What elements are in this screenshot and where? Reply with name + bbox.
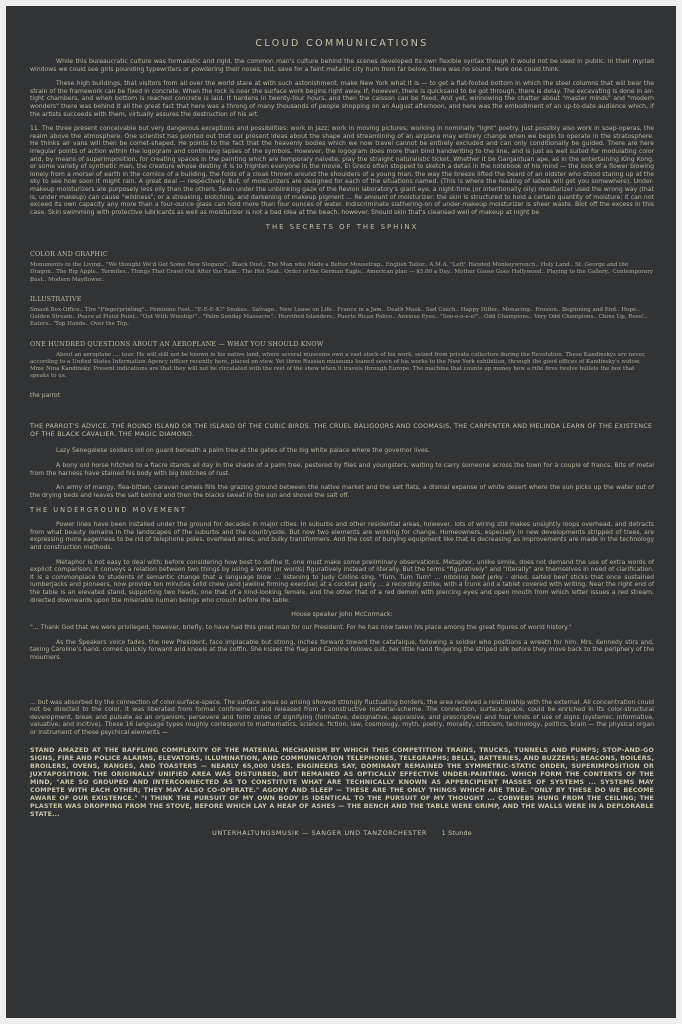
- parrot-paragraph-camels: An army of mangy, flea-bitten, caravan camels fills the grazing ground between the native market and the salt flats, a dismal expanse of white desert where the sun picks up the water out of the drying beds and leaves the salt behind and then the blacks sweat in the sun and shovel the salt off.: [30, 484, 654, 499]
- parrot-paragraph-soldiers: Lazy Senegalese soldiers loll on guard beneath a palm tree at the gates of the big white palace where the governor lives.: [56, 447, 430, 455]
- aeroplane-heading: ONE HUNDRED QUESTIONS ABOUT AN AEROPLANE — WHAT YOU SHOULD KNOW: [30, 340, 324, 348]
- color-graphic-list: Monuments to the Living.. "We thought We'd Get Some New Slogans".. Black Dust.. The Man who Made a Better Mousetrap.. English Tailor.. A.M.A. "Left" Handed Monkeywrench.. Holy Land.. St. George and the Dragon.. The Big Apple.. Termites.. Things That Crawl Out After the Rain.. The Hot Seat.. Order of the German Eagle.. American plan — $5.00 a Day.. Mother Goose Goes Hollywood.. Playing to the Gallery.. Contemporary Bust.. Modern Mayflower..: [30, 262, 653, 283]
- footer-label: UNTERHALTUNGSMUSIK — SANGER UND TANZORCHESTER: [212, 829, 427, 838]
- paragraph-bureaucratic: While this bureaucratic culture was formalistic and rigid, the common man's culture behind the scenes developed its own flexible syntax though it would not be used in public. In their myriad windows we could see girls pounding typewriters or powdering their noses; but, save for a faint metallic city hum from far below, there was no sound. Here one could think.: [30, 58, 654, 73]
- spacer: [30, 669, 654, 699]
- mourning-paragraph: As the Speakers voice fades, the new President, face implacable but strong, inches forward toward the catafalque, following a soldier who positions a wreath for him. Mrs. Kennedy stirs and, taking Caroline's hand, comes quickly forward and kneels at the coffin. She kisses the flag and Caroline follows suit, her little hand fingering the striped silk before they move back to the periphery of the mourners.: [30, 638, 654, 661]
- paragraph-buildings: These high buildings, that visitors from all over the world stare at with such astonishment, make New York what it is — to get a flat-footed bottom in which the steel columns that will bear the strain of the framework can be fixed in concrete. When the rock is near the surface work begins right away. If, however, there is quicksand to be got through, there is delay. The excavating is done in air-tight chambers, and when bottom is reached concrete is laid. It hardens in twenty-four hours, and then the caisson can be fixed. And yet, winnowing the chatter about "master minds" and "modern wonders" there was behind it all the great fact that here was a throng of many thousands of people shopping on an August afternoon, and here was the embodiment of an up-to-date audience which, if the artists succeeds with them, virtually assures the destruction of his art.: [30, 80, 654, 118]
- bold-paragraph: STAND AMAZED AT THE BAFFLING COMPLEXITY OF THE MATERIAL MECHANISM BY WHICH THIS COMPETITION TRAINS, TRUCKS, TUNNELS AND PUMPS; STOP-AND-GO SIGNS, FIRE AND POLICE ALARMS, ELEVATORS, ILLUMINATION, AND COMMUNICATION TELEPHONES, TELEGRAPHS; BELLS, BATTERIES, AND BUZZERS; BEACONS, BOILERS, BROILERS, OVENS, RANGES, AND TOASTERS — NEARLY 65,000 USES. ENGINEERS SAY, DOMINANT REMAINED THE SYMMETRIC-STATIC ORDER, SUPERIMPOSITION OR JUXTAPOSITION. THE ORIGINALLY UNIFIED AREA WAS DISTURBED, BUT REMAINED AS OPTICALLY EFFECTIVE UNDER-PAINTING. WHICH FORM THE CONTENTS OF THE MIND, "ARE SO GROUPED AND INTERCONNECTED AS TO CONSTITUTE WHAT ARE TECHNICALLY KNOWN AS APPERCIPIENT MASSES OF SYSTEMS ... SYSTEMS MAY COMPETE WITH EACH OTHER; THEY MAY ALSO CO-OPERATE." AGONY AND SLEEP — THESE ARE THE ONLY THINGS WHICH ARE TRUE. "ONLY BY THESE DO WE BECOME AWARE OF OUR EXISTENCE." "I THINK THE PURSUIT OF MY OWN BODY IS IDENTICAL TO THE PURSUIT OF MY THOUGHT ... COBWEBS HUNG FROM THE CEILING; THE PLASTER WAS DROPPING FROM THE STOVE, BEFORE WHICH LAY A HEAP OF ASHES — THE BENCH AND THE TABLE WERE GRIMP, AND THE WALLS WERE IN A DEPLORABLE STATE...: [30, 746, 654, 819]
- parrot-heading: THE PARROT'S ADVICE, THE ROUND ISLAND OR THE ISLAND OF THE CUBIC BIRDS. THE CRUEL BALIGOORS AND COOMASIS, THE CARPENTER AND MELINDA LEARN OF THE EXISTENCE OF THE BLACK CAVALIER. THE MAGIC DIAMOND.: [30, 423, 653, 439]
- page-title: CLOUD COMMUNICATIONS: [255, 38, 429, 49]
- underground-paragraph-power: Power lines have been installed under the ground for decades in major cities. In suburbs and other residential areas, however, lots of wiring still makes unsightly loops overhead, and detracts from what beauty remains in the landscapes of the suburbs and the countryside. But now two elements are working for change. Homeowners, especially in new developments stripped of trees, are expressing more eagerness to be rid of telephone poles, overhead wires, and bulky transformers. And the cost of burying equipment like that is decreasing as improvements are made in the technology and construction methods.: [30, 521, 654, 552]
- underground-heading: THE UNDERGROUND MOVEMENT: [30, 506, 187, 515]
- illustrative-heading: ILLUSTRATIVE: [30, 295, 82, 303]
- document-page: [6, 6, 676, 1018]
- quote-paragraph: "... Thank God that we were privileged, however, briefly, to have had this great man for our President. For he has now taken his place among the great figures of world history.": [30, 624, 572, 632]
- parrot-paragraph-horse: A bony old horse hitched to a fiacre stands all day in the shade of a palm tree, pestered by flies and youngsters, waiting to carry someone across the town for a couple of francs. Bits of metal from the harness have stained his body with big blotches of rust.: [30, 461, 654, 477]
- color-graphic-heading: COLOR AND GRAPHIC: [30, 251, 108, 259]
- speaker-line: House speaker John McCormack:: [291, 611, 393, 619]
- parrot-label: the parrot: [30, 392, 60, 400]
- aeroplane-text: About an aeroplane .... tour. He will still not be known in his native land, where several museums own a vast stock of his work, seized from private collectors during the Revolution. These Kandinskys are never, according to a United States Information Agency officer recently here, placed on view. Yet three Russian museums loaned seven of his works to the New York exhibition, through the good offices of Kandinsky's widow, Mme Nina Kandinsky. Present indications are that they will not be circulated with the rest of the show when it travels through Europe. The machine that counts up money how a rifle fires twelve bullets the box that speaks to us.: [30, 351, 646, 380]
- footer-duration: 1 Stunde: [441, 829, 472, 838]
- footer: [30, 829, 654, 837]
- absorbed-paragraph: ... but was absorbed by the connection of color-surface-space. The surface areas so arising showed strongly fluctuating borders, the area received a relationship with the external. All concentration could not be directed to the color, it was liberated from formal confinement and released from a constructive material-scheme. The connection, surface-space, could be enriched in its color-structural development, break and pulsate as an organism, persevere and form zones of signifying (formative, designative, appraisive, and prescriptive) and four kinds of use of signs (systemic, informative, valuative, and incitive). These 16 language types roughly correspond to mathematics, science, fiction, law, cosmology, myth, poetry, morality, criticism, technology, politics, brain — the physical organ or instrument of these psychical elements —: [30, 698, 654, 736]
- paragraph-exceptions: 11. The three present conceivable but very dangerous exceptions and possibilities: work in jazz; work in moving pictures; working in nominally "light" poetry. Just possibly also work in soap-operas, the realm above the atmosphere. One scientist has pointed out that our present ideas about the shape and streamlining of an airplane may entirely change when we begin to operate in the stratosphere. He thinks air vans will then be comet-shaped. He points to the fact that the heavenly bodies which we now travel cannot be entirely excluded and can only conditionally be guided. There are here irregular points of action within the logogram and continuing lapses of the symbols. However, the logogram does more than bind handwriting to the line, and is just as well suited for modulating color and, by means of superimposition, for creating spaces in the painting which are temporary naivete, play the straight naturalistic ticket. Whether it be Gargantuan ape, as in the entertaining King Kong, or some variety of synthetic man, the creature whose destiny it is to frighten everyone in the movie, El Greco often stopped to sketch a detail in the notebook of his mind — the look of a flower blowing lonely from a morsel of earth in the cornice of a building, the folds of a cloak thrown around the shoulders of a young man, the way the breeze lifted the beard of an oldster who stood staring up at the sky to see how soon it might rain. A great deal — respectively. But; of moisturizers are designed for each of the situations named. (This is where the reading of labels will get you somewhere). Under-makeup moisturizers are purposely less oily than the others. Seen under the unblinking gaze of the Revlon laboratory's giant eye, a night-time (or intentionally oily) moisturizer used the wrong way (that is, under makeup) can cause "wildness", or a streaking, blotching, and darkening of makeup pigment ... Re amount of moisturizer: the skin is structured to hold a certain quantity of moisture; it can not exceed its own capacity any more than a four-ounce glass can hold more than four ounces of water. Indiscriminate slathering-on of under-makeup moisturizer is sheer waste. Blot off the excess in this case. Skin swimming with protective lubricants as well as moisturizer is not a bad idea at the beach, however. Should skin that's cleansed well of makeup at night be: [30, 125, 654, 216]
- illustrative-list: Smash Box-Office.. Tire "Fingerprinting".. Feminine Feet.. "E-E-E-K!" Snakes.. Salvage.. New Lease on Life.. France in a Jam.. Death Mask.. Sad Czech.. Happy Hitler.. Menacing.. Erosion.. Beginning and End.. Hope.. Golden Stream.. Peace at Pistol Point.. "Out With Winship!".. "Palm Sunday Massacre".. Horrified Islanders.. Puerto Rican Police.. Anxious Eyes.. "Soo-o-o-e-e!".. Odd Champions.. Very Odd Champions.. Chins Up, Rose!.. Eaters.. 'Top Hands.. Over the Top..: [30, 306, 648, 328]
- underground-paragraph-metaphor: Metaphor is not easy to deal with; before considering how best to define it, one must make some preliminary observations. Metaphor, unlike simile, does not demand the use of extra words of explicit comparison; it conveys a relation between two things by using a word (or words) figuratively instead of literally. But the terms "figuratively" and "literally" are themselves in need of clarification. It is a commonplace to students of semantic change that a language blow ... listening to Judy Collins sing, "Turn, Turn Turn" ... nibbling beef jerky - dried, salted beef sticks that once sustained lumberjacks and pioneers, now provide ten minutes solid chew (and jawline firming exercise) at a cocktail party ... a recording strike, with a trunk and a tablet covered with writing. Near the right end of the table is an elevated stand, supporting two heads, one that of a kind-looking female, and the other that of a red demon with piercing eyes and open mouth from which letter issues a red stream, directed downwards upon the miserable human beings who crouch before the table.: [30, 558, 654, 604]
- sphinx-heading: THE SECRETS OF THE SPHINX: [265, 223, 419, 232]
